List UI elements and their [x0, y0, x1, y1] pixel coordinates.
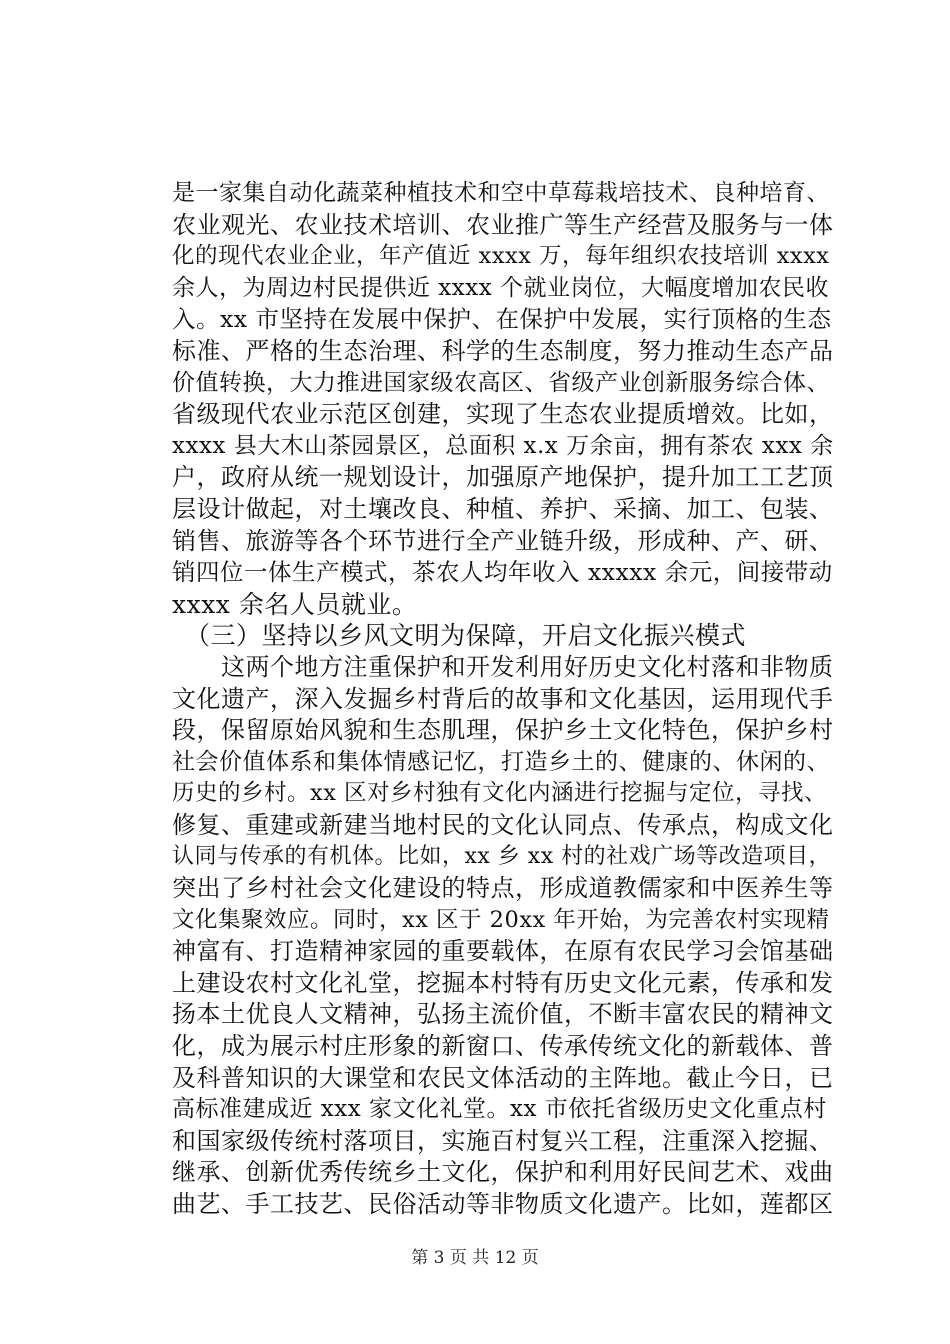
body-text [172, 178, 834, 1221]
text-line: 曲艺、手工技艺、民俗活动等非物质文化遗产。比如，莲都区 [172, 1190, 834, 1218]
text-line: 是一家集自动化蔬菜种植技术和空中草莓栽培技术、良种培育、 [172, 180, 830, 206]
text-line: 销售、旅游等各个环节进行全产业链升级，形成种、产、研、 [172, 526, 834, 555]
text-line: 层设计做起，对土壤改良、种植、养护、采摘、加工、包装、 [172, 494, 834, 523]
text-line: xxxx 余名人员就业。 [172, 589, 418, 619]
text-line: 突出了乡村社会文化建设的特点，形成道教儒家和中医养生等 [172, 874, 834, 903]
text-line: 段，保留原始风貌和生态肌理，保护乡土文化特色，保护乡村 [172, 716, 834, 745]
text-line: 认同与传承的有机体。比如，xx 乡 xx 村的社戏广场等改造项目， [172, 844, 832, 870]
text-line: 继承、创新优秀传统乡土文化，保护和利用好民间艺术、戏曲 [172, 1158, 834, 1187]
text-line: 上建设农村文化礼堂，挖掘本村特有历史文化元素，传承和发 [172, 968, 834, 997]
text-line: 历史的乡村。xx 区对乡村独有文化内涵进行挖掘与定位，寻找、 [172, 780, 828, 807]
text-line: xxxx 县大木山茶园景区，总面积 x.x 万余亩，拥有茶农 xxx 余 [172, 432, 834, 459]
text-line: 化，成为展示村庄形象的新窗口、传承传统文化的新载体、普 [172, 1032, 834, 1061]
text-line: 省级现代农业示范区创建，实现了生态农业提质增效。比如， [172, 400, 834, 429]
text-line: 农业观光、农业技术培训、农业推广等生产经营及服务与一体 [172, 210, 834, 239]
text-line: 神富有、打造精神家园的重要载体，在原有农民学习会馆基础 [172, 937, 834, 966]
text-line: 社会价值体系和集体情感记忆，打造乡土的、健康的、休闲的、 [172, 748, 830, 775]
text-line: 修复、重建或新建当地村民的文化认同点、传承点，构成文化 [172, 810, 834, 839]
text-line: 及科普知识的大课堂和农民文体活动的主阵地。截止今日，已 [172, 1063, 834, 1092]
text-line: 高标准建成近 xxx 家文化礼堂。xx 市依托省级历史文化重点村 [172, 1096, 827, 1123]
text-line: 文化集聚效应。同时，xx 区于 20xx 年开始，为完善农村实现精 [172, 906, 830, 933]
text-line: 和国家级传统村落项目，实施百村复兴工程，注重深入挖掘、 [172, 1126, 834, 1155]
text-line: （三）坚持以乡风文明为保障，开启文化振兴模式 [172, 621, 747, 651]
text-line: 价值转换，大力推进国家级农高区、省级产业创新服务综合体、 [172, 369, 830, 396]
text-line: 化的现代农业企业，年产值近 xxxx 万，每年组织农技培训 xxxx [172, 243, 830, 270]
page-footer: 第 3 页 共 12 页 [411, 1248, 539, 1268]
text-line: 销四位一体生产模式，茶农人均年收入 xxxxx 余元，间接带动 [172, 558, 833, 587]
text-line: 扬本土优良人文精神，弘扬主流价值，不断丰富农民的精神文 [172, 1000, 834, 1029]
text-line: 户，政府从统一规划设计，加强原产地保护，提升加工工艺顶 [172, 463, 834, 492]
text-line: 这两个地方注重保护和开发利用好历史文化村落和非物质 [172, 652, 834, 681]
text-line: 入。xx 市坚持在发展中保护、在保护中发展，实行顶格的生态 [172, 305, 832, 334]
text-line: 余人，为周边村民提供近 xxxx 个就业岗位，大幅度增加农民收 [172, 274, 830, 301]
text-line: 标准、严格的生态治理、科学的生态制度，努力推动生态产品 [172, 336, 834, 365]
text-line: 文化遗产，深入发掘乡村背后的故事和文化基因，运用现代手 [172, 684, 834, 713]
